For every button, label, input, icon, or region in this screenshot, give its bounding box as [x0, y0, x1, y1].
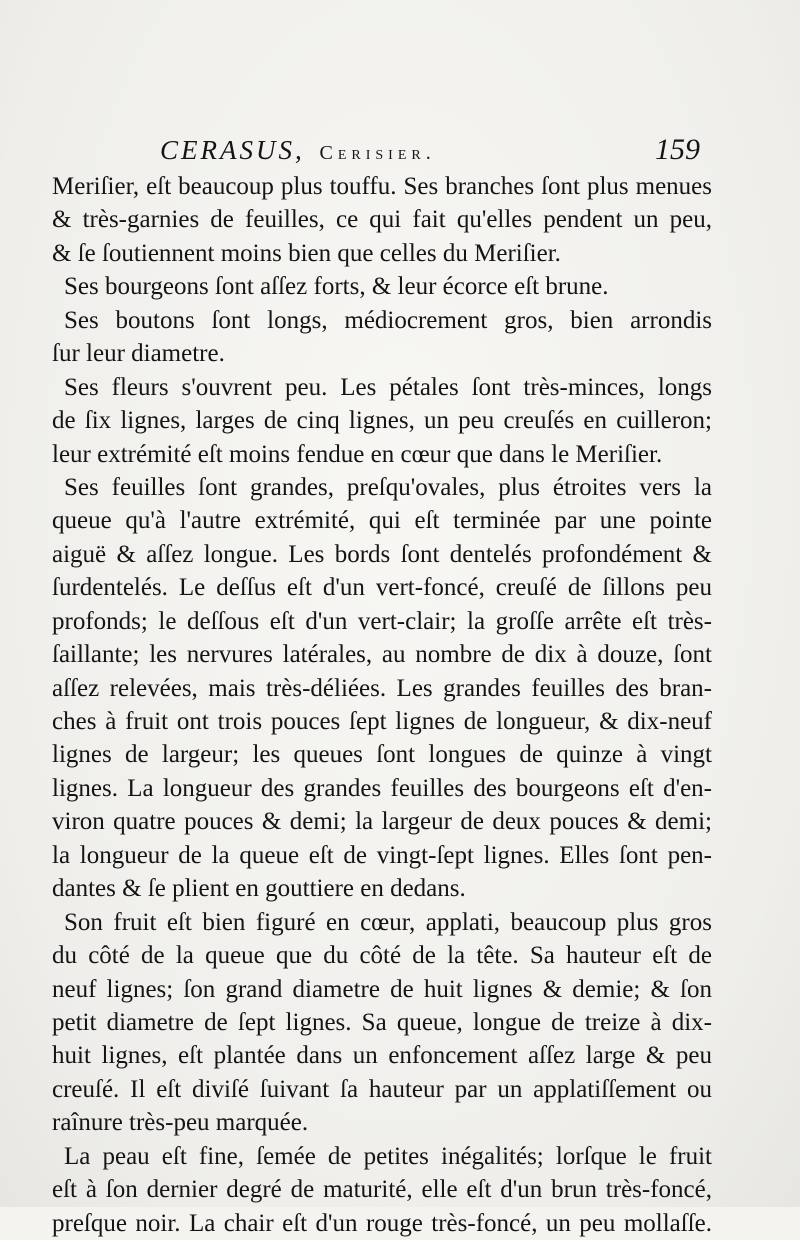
text-line: Ses feuilles ſont grandes, preſqu'ovales, plus étroites vers la	[64, 473, 712, 501]
text-line: Meriſier, eſt beaucoup plus touffu. Ses branches ſont plus menues	[52, 173, 712, 200]
running-title: CERASUS,	[160, 135, 305, 165]
text-line: huit lignes, eſt plantée dans un enfoncement aſſez large & peu	[52, 1042, 712, 1070]
text-line: de ſix lignes, larges de cinq lignes, un peu creuſés en cuilleron;	[52, 407, 712, 435]
text-line: aſſez relevées, mais très-déliées. Les grandes feuilles des bran-	[52, 674, 712, 702]
text-line: dantes & ſe plient en gouttiere en dedans.	[52, 875, 466, 903]
text-line: ches à fruit ont trois pouces ſept lignes de longueur, & dix-neuf	[52, 708, 712, 735]
text-line: preſque noir. La chair eſt d'un rouge très-foncé, un peu mollaſſe.	[52, 1209, 712, 1237]
text-line: viron quatre pouces & demi; la largeur de deux pouces & demi;	[52, 808, 712, 836]
text-line: Ses boutons ſont longs, médiocrement gros, bien arrondis	[64, 306, 712, 334]
text-line: ſaillante; les nervures latérales, au nombre de dix à douze, ſont	[52, 641, 712, 669]
text-line: neuf lignes; ſon grand diametre de huit lignes & demie; & ſon	[52, 975, 712, 1003]
text-line: & ſe ſoutiennent moins bien que celles du Meriſier.	[52, 239, 561, 267]
text-line: Ses bourgeons ſont aſſez forts, & leur écorce eſt brune.	[64, 273, 609, 301]
text-line: queue qu'à l'autre extrémité, qui eſt terminée par une pointe	[52, 507, 712, 535]
text-line: ſur leur diametre.	[52, 340, 225, 368]
text-line: profonds; le deſſous eſt d'un vert-clair; la groſſe arrête eſt très-	[52, 607, 712, 635]
text-line: creuſé. Il eſt diviſé ſuivant ſa hauteur par un applatiſſement ou	[52, 1075, 712, 1103]
body-text	[52, 170, 712, 1240]
text-line: raînure très-peu marquée.	[52, 1109, 309, 1137]
text-line: lignes de largeur; les queues ſont longues de quinze à vingt	[52, 741, 712, 769]
running-subtitle: Cerisier.	[319, 142, 436, 164]
text-line: aiguë & aſſez longue. Les bords ſont dentelés profondément &	[52, 540, 712, 568]
text-line: ſurdentelés. Le deſſus eſt d'un vert-foncé, creuſé de ſillons peu	[52, 574, 712, 602]
text-line: La peau eſt fine, ſemée de petites inégalités; lorſque le fruit	[64, 1142, 712, 1170]
text-line: lignes. La longueur des grandes feuilles des bourgeons eſt d'en-	[52, 774, 712, 802]
text-line: eſt à ſon dernier degré de maturité, elle eſt d'un brun très-foncé,	[52, 1176, 712, 1204]
text-line: la longueur de la queue eſt de vingt-ſept lignes. Elles ſont pen-	[52, 841, 712, 869]
text-line: Ses fleurs s'ouvrent peu. Les pétales ſont très-minces, longs	[64, 373, 712, 401]
page-number: 159	[655, 133, 700, 166]
text-line: Son fruit eſt bien figuré en cœur, applati, beaucoup plus gros	[64, 908, 712, 936]
text-line: petit diametre de ſept lignes. Sa queue, longue de treize à dix-	[52, 1008, 712, 1036]
text-line: & très-garnies de feuilles, ce qui fait qu'elles pendent un peu,	[52, 206, 712, 234]
text-line: leur extrémité eſt moins fendue en cœur que dans le Meriſier.	[52, 440, 663, 468]
text-line: du côté de la queue que du côté de la tête. Sa hauteur eſt de	[52, 942, 712, 970]
running-header	[160, 132, 720, 168]
